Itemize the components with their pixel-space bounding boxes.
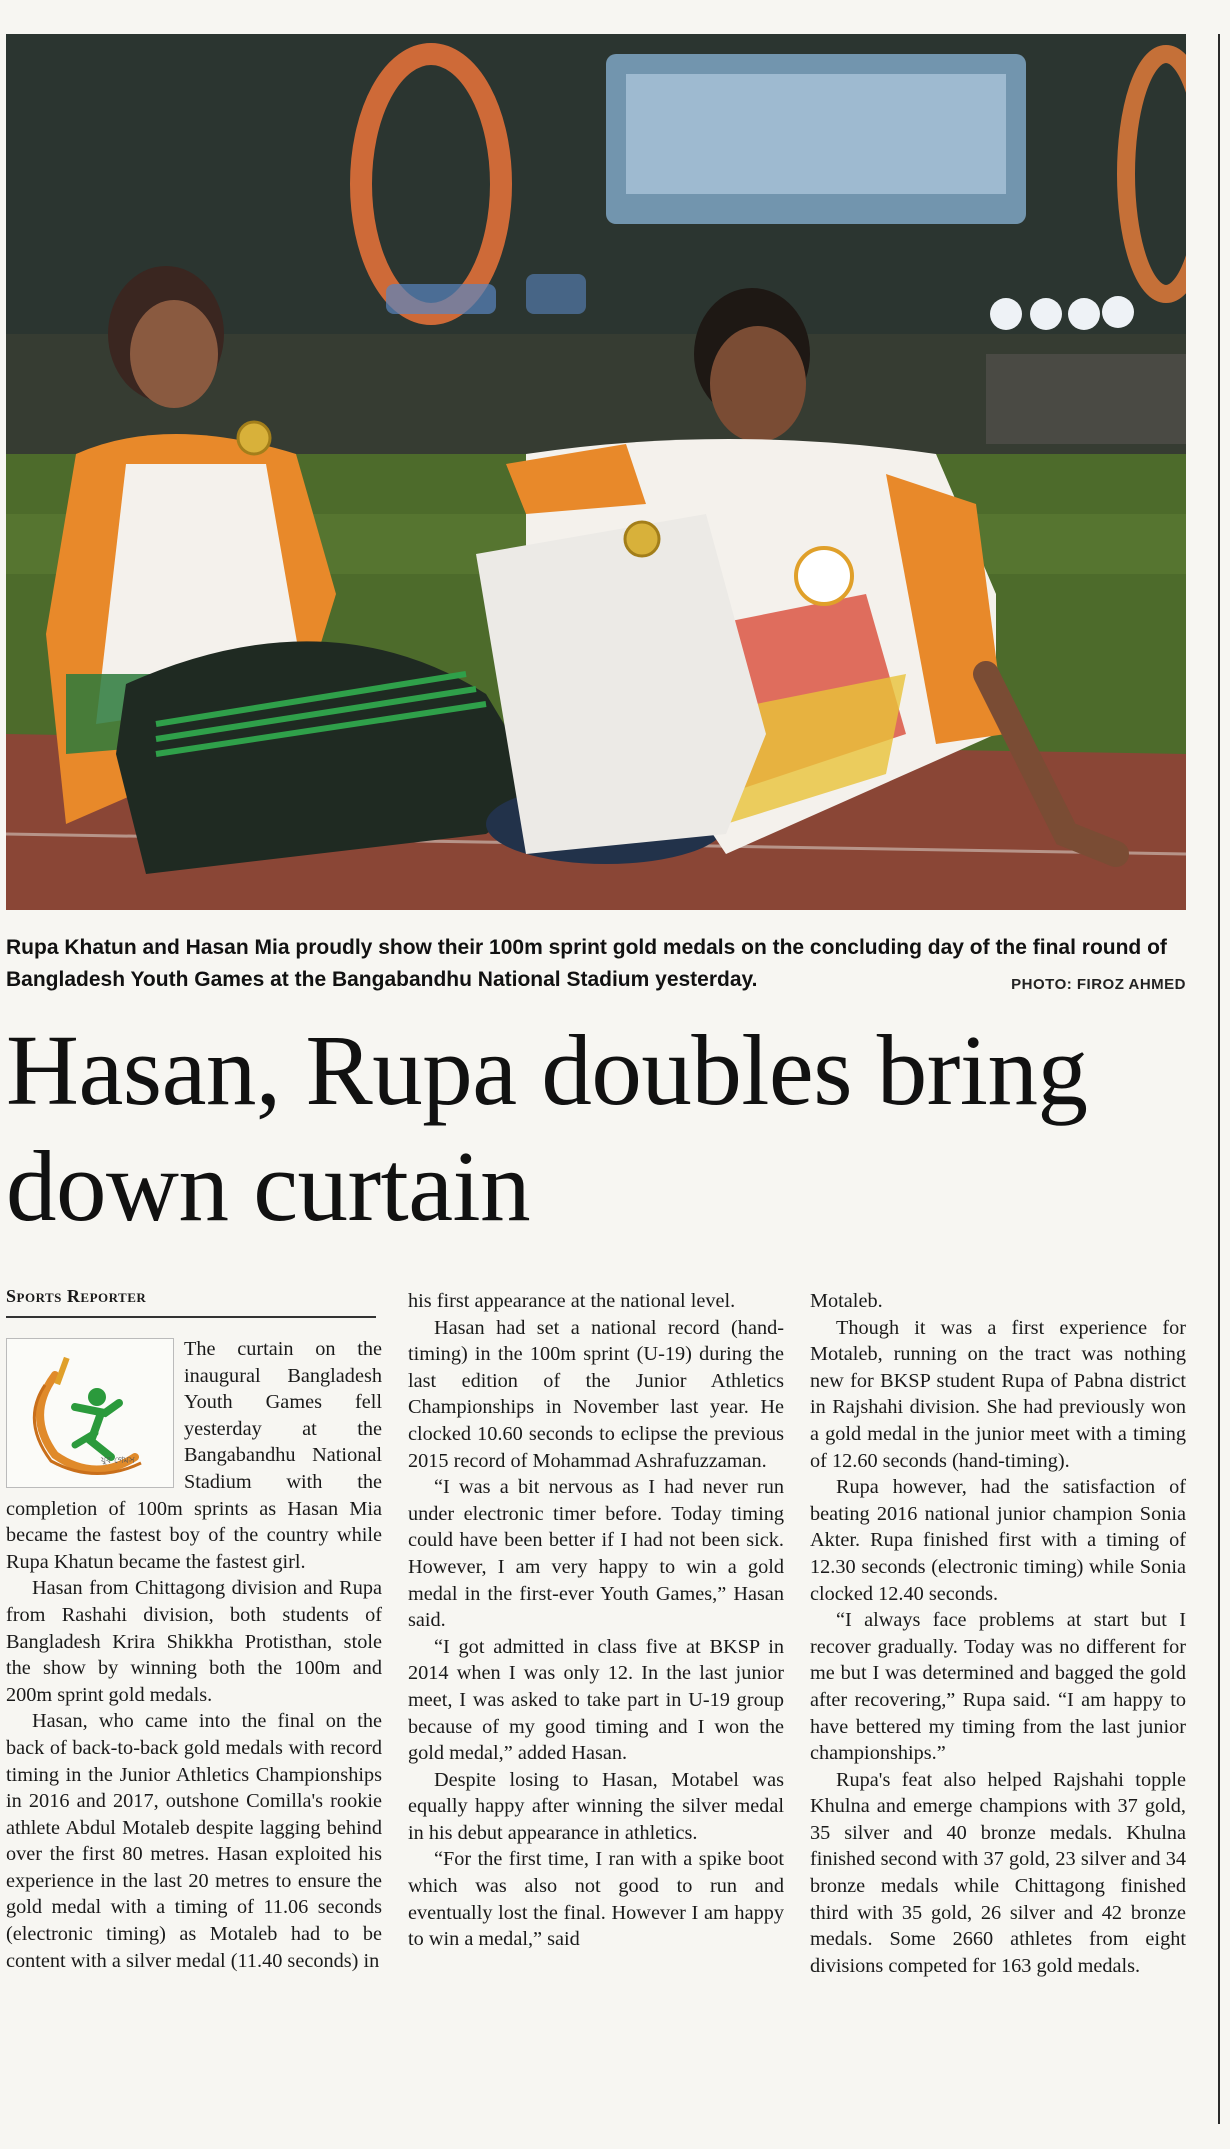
article-paragraph: Though it was a first experience for Motaleb, running on the tract was nothing new for BKSP student Rupa of Pabna district in Rajshahi division. She had previously won a gold medal in the junior meet with a timing of 12.60 seconds (hand-timing). — [810, 1316, 1186, 1472]
article-paragraph: “I got admitted in class five at BKSP in 2014 when I was only 12. In the last junior meet, I was asked to take part in U-19 group because of my good timing and I won the gold medal,” added Hasan. — [408, 1635, 784, 1765]
athletes-photo-illustration — [6, 34, 1186, 910]
column-rule — [1218, 34, 1220, 2124]
article-paragraph: Hasan, who came into the final on the back of back-to-back gold medals with record timing in the Junior Athletics Championships in 2016 and 2017, outshone Comilla's rookie athlete Abdul Motaleb despite lagging behind over the first 80 metres. Hasan exploited his experience in the last 20 metres to ensure the gold medal with a timing of 11.06 seconds (electronic timing) as Motaleb had to be content with a silver medal (11.40 seconds) in — [6, 1710, 382, 1972]
article-paragraph: “I was a bit nervous as I had never run under electronic timer before. Today timing could have been better if I had not been sick. However, I am very happy to win a gold medal in the first-ever Youth Games,” Hasan said. — [408, 1476, 784, 1632]
article-paragraph: Hasan had set a national record (hand-timing) in the 100m sprint (U-19) during the last edition of the Junior Athletics Championships in November last year. He clocked 10.60 seconds to eclipse the previous 2015 record of Mohammad Ashrafuzzaman. — [408, 1316, 784, 1472]
byline: Sports Reporter — [6, 1286, 376, 1318]
news-photo — [6, 34, 1186, 910]
article-paragraph: Motaleb. — [810, 1290, 883, 1312]
article-paragraph: “For the first time, I ran with a spike boot which was also not good to run and eventually lost the final. However I am happy to win a medal,” said — [408, 1848, 784, 1951]
svg-text:যুব গেমস: যুব গেমস — [101, 1456, 135, 1466]
article-paragraph: Rupa however, had the satisfaction of beating 2016 national junior champion Sonia Akter. Rupa finished first with a timing of 12.30 seconds (electronic timing) while Sonia clocked 12.40 seconds. — [810, 1476, 1186, 1605]
article-column-1 — [6, 1336, 382, 1974]
headline: Hasan, Rupa doubles bring down curtain — [6, 1014, 1088, 1242]
article-paragraph: his first appearance at the national level. — [408, 1290, 736, 1312]
youth-games-logo-icon — [6, 1338, 174, 1488]
article-column-3 — [810, 1288, 1186, 1979]
article-paragraph: “I always face problems at start but I recover gradually. Today was no different for me but I was determined and bagged the gold after recovering,” Rupa said. “I am happy to have bettered my timing from the last junior championships.” — [810, 1609, 1186, 1765]
photo-credit: PHOTO: FIROZ AHMED — [1011, 976, 1186, 993]
article-paragraph: Hasan from Chittagong division and Rupa from Rashahi division, both students of Bangladesh Krira Shikkha Protisthan, stole the show by winning both the 100m and 200m sprint gold medals. — [6, 1577, 382, 1706]
article-paragraph: Rupa's feat also helped Rajshahi topple Khulna and emerge champions with 37 gold, 35 silver and 40 bronze medals. Khulna finished second with 37 gold, 23 silver and 34 bronze medals while Chittagong finished third with 35 gold, 26 silver and 42 bronze medals. Some 2660 athletes from eight divisions competed for 163 gold medals. — [810, 1768, 1186, 1977]
article-paragraph: The curtain on the inaugural Bangladesh Youth Games fell yesterday at the Bangabandhu National Stadium with the completion of 100m sprints as Hasan Mia became the fastest boy of the country while Rupa Khatun became the fastest girl. — [6, 1338, 382, 1573]
photo-caption: Rupa Khatun and Hasan Mia proudly show their 100m sprint gold medals on the concluding day of the final round of Bangladesh Youth Games at the Bangabandhu National Stadium yesterday. — [6, 936, 1167, 991]
article-paragraph: Despite losing to Hasan, Motabel was equally happy after winning the silver medal in his debut appearance in athletics. — [408, 1768, 784, 1844]
article-column-2 — [408, 1288, 784, 1953]
